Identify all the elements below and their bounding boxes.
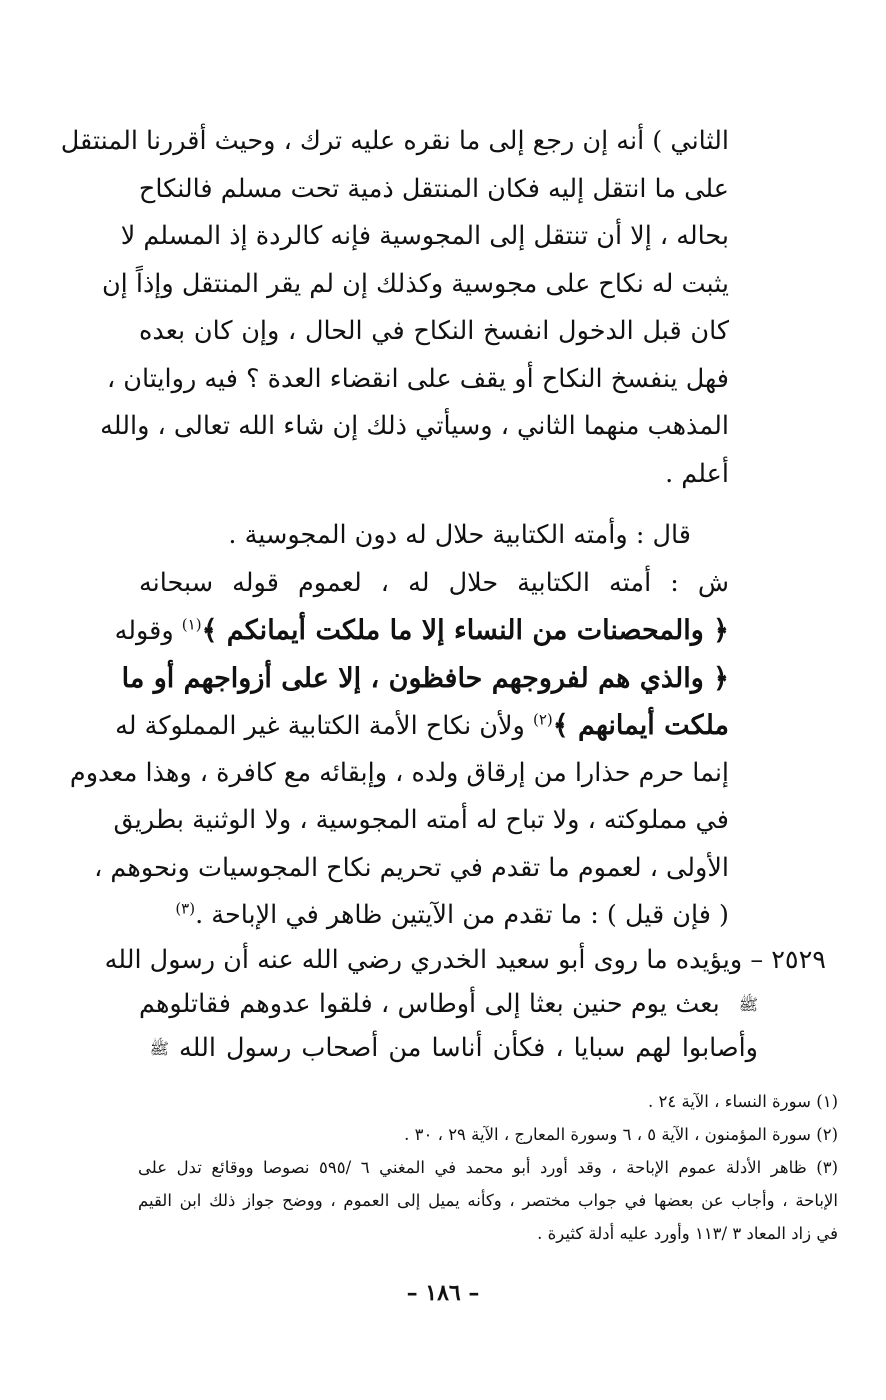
text-line: كان قبل الدخول انفسخ النكاح في الحال ، وإن كان بعده bbox=[139, 316, 729, 346]
main-text bbox=[60, 118, 729, 940]
footnote-ref: (٢) bbox=[532, 710, 553, 729]
text-span: ويؤيده ما روى أبو سعيد الخدري رضي الله عنه أن رسول الله bbox=[104, 945, 743, 975]
footnote: (٣) ظاهر الأدلة عموم الإباحة ، وقد أورد أبو محمد في المغني ٦ /٥٩٥ نصوصا ووقائع تدل على bbox=[138, 1158, 838, 1177]
quran-verse: ملكت أيمانهم ﴾ bbox=[552, 710, 729, 741]
hadith-line bbox=[139, 982, 826, 1026]
hadith-number: ٢٥٢٩ bbox=[771, 945, 826, 975]
sharh-line bbox=[115, 702, 729, 750]
hadith-line bbox=[139, 1026, 826, 1070]
text-line: فهل ينفسخ النكاح أو يقف على انقضاء العدة ؟ فيه روايتان ، bbox=[106, 363, 729, 394]
text-span: ( فإن قيل ) : ما تقدم من الآيتين ظاهر في الإباحة . bbox=[195, 900, 729, 930]
sharh-line: ش : أمته الكتابية حلال له ، لعموم قوله سبحانه bbox=[139, 567, 729, 598]
footnote-continuation: في زاد المعاد ٣ /١١٣ وأورد عليه أدلة كثيرة . bbox=[537, 1224, 838, 1243]
text-span: ولأن نكاح الأمة الكتابية غير المملوكة له bbox=[115, 711, 525, 741]
text-line: أعلم . bbox=[665, 458, 729, 489]
text-span: وقوله bbox=[114, 616, 174, 646]
quran-verse: ﴿ والذي هم لفروجهم حافظون ، إلا على أزواجهم أو ما bbox=[121, 662, 729, 694]
text-line: بحاله ، إلا أن تنتقل إلى المجوسية فإنه كالردة إذ المسلم لا bbox=[120, 221, 729, 251]
page-number: – ١٨٦ – bbox=[406, 1280, 480, 1306]
hadith-line: ٢٥٢٩ – ويؤيده ما روى أبو سعيد الخدري رضي الله عنه أن رسول الله bbox=[104, 945, 826, 975]
text-line: المذهب منهما الثاني ، وسيأتي ذلك إن شاء الله تعالى ، والله bbox=[100, 411, 729, 441]
footnote: (١) سورة النساء ، الآية ٢٤ . bbox=[647, 1092, 838, 1111]
text-span: بعث يوم حنين بعثا إلى أوطاس ، فلقوا عدوهم فقاتلوهم bbox=[139, 989, 720, 1019]
sallallahu-alayhi-wasallam-glyph: ﷺ bbox=[738, 995, 759, 1014]
footnote-continuation: الإباحة ، وأجاب عن بعضها في جواب مختصر ، وكأنه يميل إلى العموم ، ووضح جواز ذلك ابن القيم bbox=[138, 1191, 838, 1210]
sharh-line: الأولى ، لعموم ما تقدم في تحريم نكاح المجوسيات ونحوهم ، bbox=[94, 852, 729, 883]
sharh-line bbox=[114, 607, 729, 655]
sharh-line bbox=[139, 892, 729, 940]
text-line: على ما انتقل إليه فكان المنتقل ذمية تحت مسلم فالنكاح bbox=[138, 173, 729, 204]
footnote-ref: (١) bbox=[181, 615, 202, 634]
quran-verse: ﴿ والمحصنات من النساء إلا ما ملكت أيمانكم ﴾ bbox=[201, 615, 729, 646]
sharh-line: في مملوكته ، ولا تباح له أمته المجوسية ، ولا الوثنية بطريق bbox=[113, 805, 729, 835]
sallallahu-alayhi-wasallam-glyph: ﷺ bbox=[149, 1039, 169, 1058]
footnote: (٢) سورة المؤمنون ، الآية ٥ ، ٦ وسورة المعارج ، الآية ٢٩ ، ٣٠ . bbox=[404, 1125, 838, 1144]
sharh-line: إنما حرم حذارا من إرقاق ولده ، وإبقائه مع كافرة ، وهذا معدوم bbox=[69, 757, 729, 788]
paragraph-gap bbox=[139, 498, 729, 512]
footnotes bbox=[138, 1085, 838, 1250]
text-line: يثبت له نكاح على مجوسية وكذلك إن لم يقر المنتقل وإذاً إن bbox=[101, 268, 729, 299]
hadith-block bbox=[104, 938, 826, 1070]
footnote-ref: (٣) bbox=[175, 899, 196, 918]
text-line: الثاني ) أنه إن رجع إلى ما نقره عليه ترك ، وحيث أقررنا المنتقل bbox=[60, 126, 729, 156]
qala-line: قال : وأمته الكتابية حلال له دون المجوسية . bbox=[228, 520, 691, 550]
text-span: وأصابوا لهم سبايا ، فكأن أناسا من أصحاب رسول الله bbox=[179, 1033, 758, 1063]
